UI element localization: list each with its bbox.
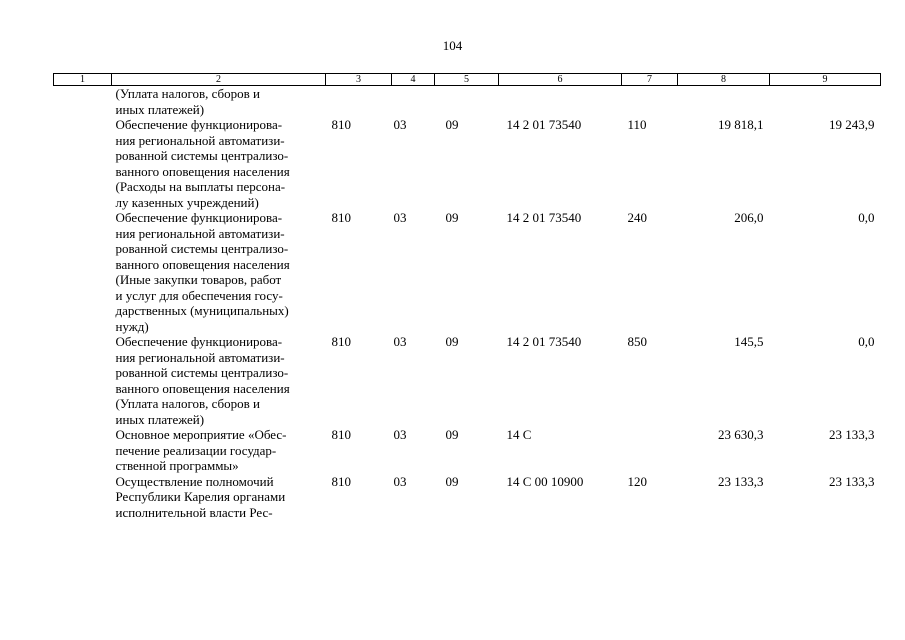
name-line: ванного оповещения населения	[115, 256, 290, 272]
name-line: ственной программы»	[115, 458, 239, 473]
cell-ved: 810	[331, 473, 351, 489]
cell-csr: 14 C	[506, 427, 532, 442]
cell-vr: 240	[627, 210, 647, 225]
name-line: рованной системы централизо-	[115, 241, 289, 256]
cell-sum-year-1: 145,5	[734, 334, 764, 349]
cell-csr: 14 2 01 73540	[506, 210, 582, 225]
cell-sum-year-1: 206,0	[734, 210, 764, 225]
name-line: Республики Карелия органами	[115, 489, 286, 504]
column-header-3: 3	[326, 74, 392, 86]
table-row	[54, 117, 881, 210]
column-header-1: 1	[54, 74, 112, 86]
table-row	[54, 427, 881, 474]
cell-vr	[622, 86, 678, 118]
cell-ved	[326, 86, 392, 118]
cell-pr: 09	[445, 210, 459, 225]
name-line: печение реализации государ-	[115, 442, 277, 458]
cell-ved: 810	[331, 210, 351, 225]
column-header-9: 9	[770, 74, 881, 86]
cell-ved: 810	[331, 427, 351, 442]
cell-rz: 03	[393, 473, 407, 489]
cell-vr: 120	[627, 473, 647, 489]
name-line: лу казенных учреждений)	[115, 194, 259, 210]
name-line: исполнительной власти Рес-	[115, 504, 273, 520]
cell-vr: 110	[627, 117, 647, 132]
cell-sum-year-1: 23 133,3	[718, 473, 764, 489]
cell-rz: 03	[393, 210, 407, 225]
cell-csr	[499, 86, 622, 118]
cell-rz: 03	[393, 427, 407, 442]
name-line: и услуг для обеспечения госу-	[115, 287, 283, 303]
name-line: Обеспечение функционирова-	[115, 210, 283, 225]
cell-index	[54, 117, 112, 210]
cell-index	[54, 334, 112, 427]
name-line: ванного оповещения населения	[115, 380, 290, 396]
cell-name	[112, 117, 326, 210]
cell-pr: 09	[445, 334, 459, 349]
cell-ved: 810	[331, 334, 351, 349]
name-line: (Иные закупки товаров, работ	[115, 272, 282, 287]
name-line: нужд)	[115, 318, 149, 334]
cell-name	[112, 334, 326, 427]
cell-sum-year-2: 19 243,9	[829, 117, 875, 132]
name-line: Основное мероприятие «Обес-	[115, 427, 287, 442]
table-row	[54, 334, 881, 427]
column-header-4: 4	[392, 74, 435, 86]
cell-csr: 14 2 01 73540	[506, 117, 582, 132]
name-line: Осуществление полномочий	[115, 473, 274, 489]
cell-name	[112, 474, 326, 521]
budget-table	[53, 73, 881, 520]
cell-pr: 09	[445, 427, 459, 442]
name-line: рованной системы централизо-	[115, 148, 289, 163]
column-header-7: 7	[622, 74, 678, 86]
cell-csr: 14 2 01 73540	[506, 334, 582, 349]
cell-vr	[622, 427, 678, 474]
cell-sum-year-2: 23 133,3	[829, 427, 875, 442]
cell-pr	[435, 86, 499, 118]
name-line: иных платежей)	[115, 101, 205, 117]
cell-sum-year-1	[678, 86, 770, 118]
name-line: Обеспечение функционирова-	[115, 117, 283, 132]
name-line: Обеспечение функционирова-	[115, 334, 283, 349]
name-line: (Уплата налогов, сборов и	[115, 396, 260, 411]
cell-ved: 810	[331, 117, 351, 132]
name-line: ния региональной автоматизи-	[115, 225, 285, 241]
name-line: ния региональной автоматизи-	[115, 132, 285, 148]
column-number-header	[54, 74, 881, 86]
cell-sum-year-1: 23 630,3	[718, 427, 764, 442]
cell-name	[112, 210, 326, 334]
cell-sum-year-2: 23 133,3	[829, 473, 875, 489]
cell-rz	[392, 86, 435, 118]
cell-rz: 03	[393, 117, 407, 132]
name-line: (Расходы на выплаты персона-	[115, 179, 286, 194]
name-line: (Уплата налогов, сборов и	[115, 86, 260, 101]
column-header-5: 5	[435, 74, 499, 86]
name-line: рованной системы централизо-	[115, 365, 289, 380]
cell-sum-year-2	[770, 86, 881, 118]
cell-index	[54, 474, 112, 521]
name-line: ния региональной автоматизи-	[115, 349, 285, 365]
cell-name	[112, 427, 326, 474]
table-body	[54, 86, 881, 521]
name-line: ванного оповещения населения	[115, 163, 290, 179]
cell-pr: 09	[445, 117, 459, 132]
page-number: 104	[442, 38, 463, 53]
cell-index	[54, 210, 112, 334]
cell-index	[54, 427, 112, 474]
cell-index	[54, 86, 112, 118]
cell-vr: 850	[627, 334, 647, 349]
cell-sum-year-1: 19 818,1	[718, 117, 764, 132]
column-header-6: 6	[499, 74, 622, 86]
cell-pr: 09	[445, 473, 459, 489]
cell-csr: 14 C 00 10900	[506, 473, 584, 489]
table-row	[54, 86, 881, 118]
cell-sum-year-2: 0,0	[858, 210, 875, 225]
name-line: дарственных (муниципальных)	[115, 303, 289, 318]
cell-rz: 03	[393, 334, 407, 349]
cell-name	[112, 86, 326, 118]
cell-sum-year-2: 0,0	[858, 334, 875, 349]
table-row	[54, 210, 881, 334]
column-header-8: 8	[678, 74, 770, 86]
column-header-2: 2	[112, 74, 326, 86]
table-row	[54, 474, 881, 521]
name-line: иных платежей)	[115, 411, 205, 427]
